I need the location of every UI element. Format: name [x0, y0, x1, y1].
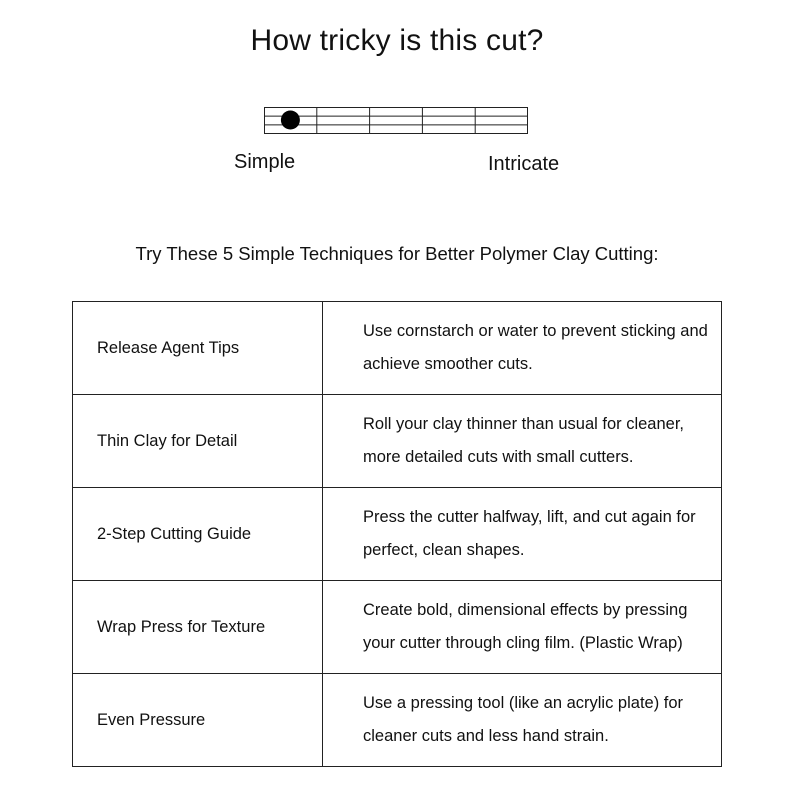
technique-name: Thin Clay for Detail: [73, 395, 323, 488]
difficulty-max-label: Intricate: [488, 153, 560, 175]
technique-description: Create bold, dimensional effects by pressing your cutter through cling film. (Plastic Wrap): [323, 581, 722, 674]
technique-name: Even Pressure: [73, 674, 323, 767]
table-row: [73, 302, 722, 395]
table-row: [73, 395, 722, 488]
technique-description: Roll your clay thinner than usual for cleaner, more detailed cuts with small cutters.: [323, 395, 722, 488]
technique-description: Use cornstarch or water to prevent sticking and achieve smoother cuts.: [323, 302, 722, 395]
technique-description: Use a pressing tool (like an acrylic plate) for cleaner cuts and less hand strain.: [323, 674, 722, 767]
technique-name: 2-Step Cutting Guide: [73, 488, 323, 581]
difficulty-min-label: Simple: [234, 151, 296, 173]
difficulty-marker: [281, 111, 300, 130]
table-row: [73, 581, 722, 674]
technique-name: Release Agent Tips: [73, 302, 323, 395]
technique-description: Press the cutter halfway, lift, and cut again for perfect, clean shapes.: [323, 488, 722, 581]
difficulty-scale: [264, 106, 528, 132]
technique-name: Wrap Press for Texture: [73, 581, 323, 674]
page-title: How tricky is this cut?: [250, 24, 544, 57]
techniques-table: [72, 301, 722, 767]
difficulty-scale-graphic: [264, 106, 528, 134]
table-row: [73, 674, 722, 767]
table-row: [73, 488, 722, 581]
section-heading: Try These 5 Simple Techniques for Better Polymer Clay Cutting:: [135, 243, 659, 264]
